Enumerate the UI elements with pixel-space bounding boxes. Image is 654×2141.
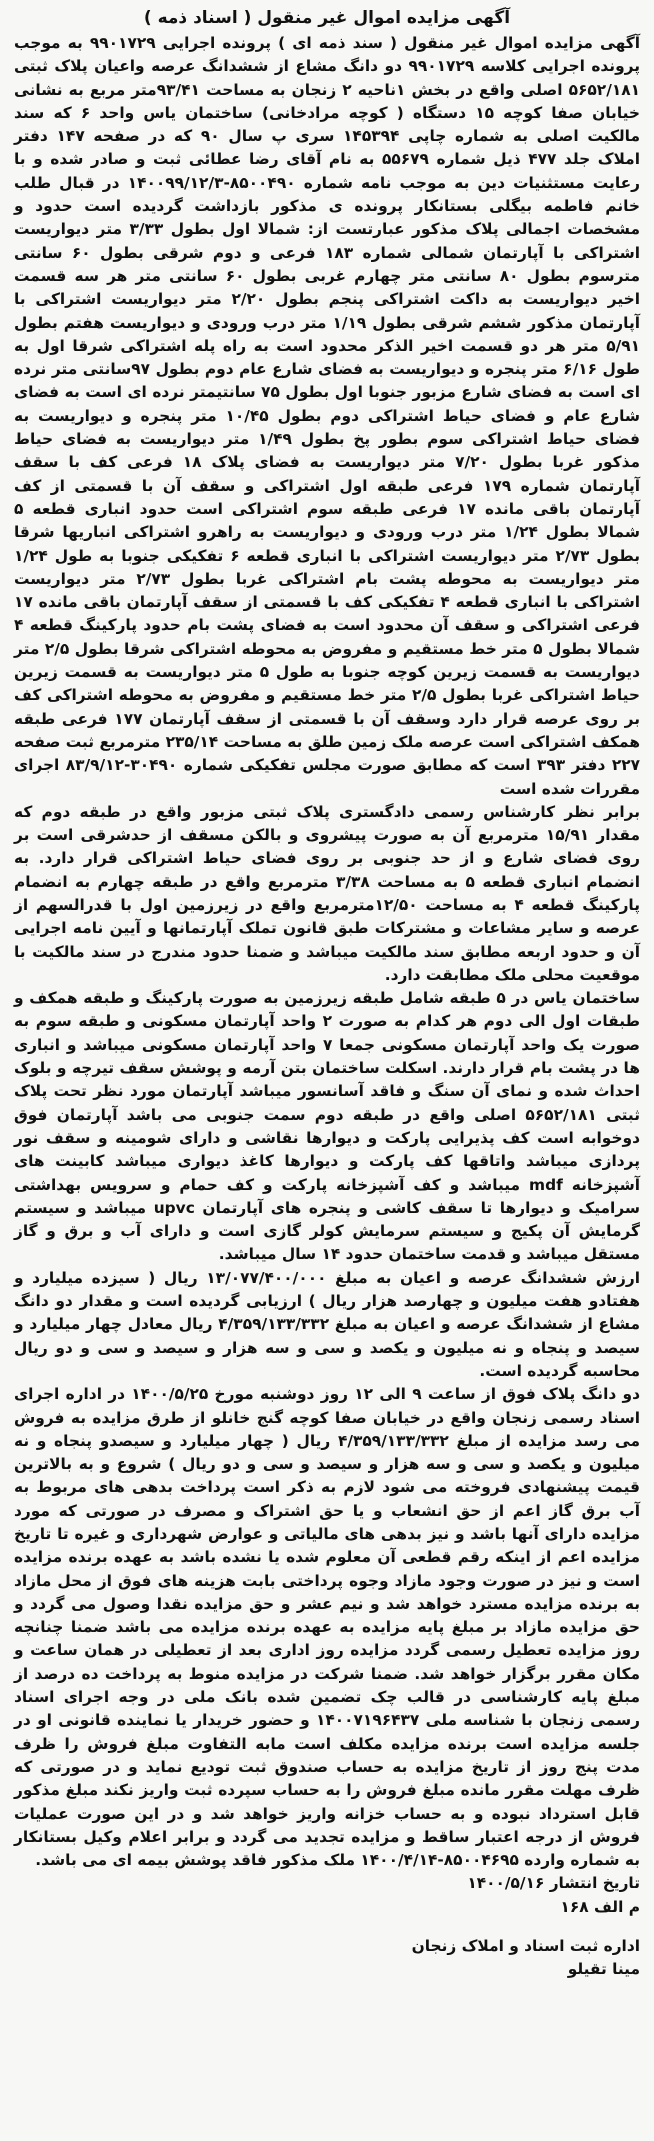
- issuing-office: اداره ثبت اسناد و املاک زنجان: [411, 1937, 640, 1956]
- notice-title: آگهی مزایده اموال غیر منقول ( اسناد ذمه ): [143, 8, 511, 28]
- paragraph-building-description: ساختمان یاس در ۵ طبقه شامل طبقه زیرزمین به صورت پارکینگ و طبقه همکف و طبقات اول الی دوم هر کدام به صورت ۲ واحد آپارتمان مسکونی و طبقه سوم به صورت یک واحد آپارتمان مسکونی جمعا ۷ واحد آپارتمان مسکونی میباشد و انباری ها در پشت بام قرار دارند. اسکلت ساختمان بتن آرمه و پوشش سقف تیرچه و بلوک احداث شده و نمای آن سنگ و فاقد آسانسور میباشد آپارتمان مورد نظر تحت پلاک ثبتی ۵۶۵۲/۱۸۱ اصلی واقع در طبقه دوم سمت جنوبی می باشد آپارتمان فوق دوخوابه است کف پذیرایی پارکت و دیوارها نقاشی و دارای شومینه و سقف نور پردازی میباشد واتاقها کف پارکت و دیوارها کاغذ دیواری میباشد کابینت های آشپزخانه mdf میباشد و کف آشپزخانه پارکت و کف حمام و سرویس بهداشتی سرامیک و دیوارها تا سقف کاشی و پنجره های آپارتمان upvc میباشد و سیستم گرمایش آن پکیج و سیستم سرمایش کولر گازی است و دارای آب و برق و گاز مستقل میباشد و قدمت ساختمان حدود ۱۴ سال میباشد.: [14, 989, 640, 1264]
- paragraph-property-description: آگهی مزایده اموال غیر منقول ( سند ذمه ای ) پرونده اجرایی ۹۹۰۱۷۲۹ به موجب پرونده اجرایی کلاسه ۹۹۰۱۷۲۹ دو دانگ مشاع از ششدانگ عرصه واعیان پلاک ثبتی ۵۶۵۲/۱۸۱ اصلی واقع در بخش ۱ناحیه ۲ زنجان به مساحت ۹۳/۴۱متر مربع به نشانی خیابان صفا کوچه ۱۵ دستگاه ( کوچه مرادخانی) ساختمان یاس واحد ۶ که سند مالکیت اصلی به شماره چاپی ۱۴۵۳۹۴ سری پ سال ۹۰ که در صفحه ۱۴۷ دفتر املاک جلد ۴۷۷ ذیل شماره ۵۵۶۷۹ به نام آقای رضا عطائی ثبت و صادر شده و با رعایت مستثنیات دین به موجب نامه شماره ۸۵۰۰۴۹۰-۱۴۰۰۹۹/۱۲/۳ در قبال طلب خانم فاطمه بیگلی بستانکار پرونده ی مذکور بازداشت گردیده است حدود و مشخصات اجمالی پلاک مذکور عبارتست از: شمالا اول بطول ۳/۳۳ متر دیواریست اشتراکی با آپارتمان شمالی شماره ۱۸۳ فرعی و دوم شرقی بطول ۶۰ سانتی مترسوم بطول ۸۰ سانتی متر چهارم غربی بطول ۶۰ سانتی متر هر سه قسمت اخیر دیواریست به داکت اشتراکی پنجم بطول ۲/۲۰ متر دیواریست اشتراکی با آپارتمان مذکور ششم شرقی بطول ۱/۱۹ متر درب ورودی و دیواریست هفتم بطول ۵/۹۱ متر هر دو قسمت اخیر الذکر محدود است به راه پله اشتراکی شرقا اول به طول ۶/۱۶ متر پنجره و دیواریست به فضای شارع عام دوم بطول ۹۷سانتی متر نرده ای است به فضای شارع مزبور جنوبا اول بطول ۷۵ سانتیمتر نرده ای است به فضای شارع عام و فضای حیاط اشتراکی دوم بطول ۱۰/۴۵ متر پنجره و دیواریست به فضای حیاط اشتراکی سوم بطور پخ بطول ۱/۴۹ متر دیواریست به فضای حیاط مذکور غربا بطول ۷/۲۰ متر دیواریست به فضای پلاک ۱۸ فرعی کف با سقف آپارتمان شماره ۱۷۹ فرعی طبقه اول اشتراکی و سقف آن با قسمتی از کف آپارتمان باقی مانده ۱۷ فرعی طبقه سوم اشتراکی است حدود انباری قطعه ۵ شمالا بطول ۱/۲۴ متر درب ورودی و دیواریست به راهرو اشتراکی انباریها شرقا بطول ۲/۷۳ متر دیواریست اشتراکی با انباری قطعه ۶ تفکیکی جنوبا به طول ۱/۲۴ متر دیواریست به محوطه پشت بام اشتراکی غربا بطول ۲/۷۳ متر دیواریست اشتراکی با انباری قطعه ۴ تفکیکی کف با قسمتی از سقف آپارتمان باقی مانده ۱۷ فرعی اشتراکی و سقف آن محدود است به فضای پشت بام حدود پارکینگ قطعه ۴ شمالا بطول ۵ متر خط مستقیم و مفروض به محوطه اشتراکی شرقا بطول ۲/۵ متر دیواریست به قسمت زیرین کوچه جنوبا به طول ۵ متر دیواریست به قسمت زیرین حیاط اشتراکی غربا بطول ۲/۵ متر خط مستقیم و مفروض به محوطه اشتراکی کف بر روی عرصه قرار دارد وسقف آن با قسمتی از سقف آپارتمان ۱۷۷ فرعی طبقه همکف اشتراکی است عرصه ملک زمین طلق به مساحت ۲۳۵/۱۴ مترمربع ثبت صفحه ۲۲۷ دفتر ۳۹۳ است که مطابق صورت مجلس تفکیکی شماره ۳۰۴۹۰-۸۳/۹/۱۲ اجرای مقررات شده است: [14, 34, 641, 798]
- paragraph-valuation: ارزش ششدانگ عرصه و اعیان به مبلغ ۱۳/۰۷۷/۴۰۰/۰۰۰ ریال ( سیزده میلیارد و هفتادو هفت میلیون و چهارصد هزار ریال ) ارزیابی گردیده است و مقدار دو دانگ مشاع از ششدانگ عرصه و اعیان به مبلغ ۴/۳۵۹/۱۳۳/۳۳۲ ریال معادل چهار میلیارد و سیصد و پنجاه و نه میلیون و یکصد و سی و سه هزار و سیصد و سی و دو ریال محاسبه گردیده است.: [14, 1268, 640, 1380]
- paragraph-auction-terms: دو دانگ پلاک فوق از ساعت ۹ الی ۱۲ روز دوشنبه مورخ ۱۴۰۰/۵/۲۵ در اداره اجرای اسناد رسمی زنجان واقع در خیابان صفا کوچه گنج خانلو از طرق مزایده به فروش می رسد مزایده از مبلغ ۴/۳۵۹/۱۳۳/۳۳۲ ریال ( چهار میلیارد و سیصدو پنجاه و نه میلیون و یکصد و سی و سه هزار و سیصد و سی و دو ریال ) شروع و به بالاترین قیمت پیشنهادی فروخته می شود لازم به ذکر است پرداخت بدهی های مربوط به آب برق گاز اعم از حق انشعاب و یا حق اشتراک و مصرف در صورتی که مورد مزایده دارای آنها باشد و نیز بدهی های مالیاتی و عوارض شهرداری و غیره تا تاریخ مزایده اعم از اینکه رقم قطعی آن معلوم شده یا نشده باشد به عهده برنده مزایده است و نیز در صورت وجود مازاد وجوه پرداختی بابت هزینه های فوق از محل مازاد به برنده مزایده مسترد خواهد شد و نیم عشر و حق مزایده نقدا وصول می گردد و حق مزایده مازاد بر مبلغ پایه مزایده به عهده برنده مزایده می باشد ضمنا چنانچه روز مزایده تعطیل رسمی گردد مزایده روز اداری بعد از تعطیلی در همان ساعت و مکان مقرر برگزار خواهد شد. ضمنا شرکت در مزایده منوط به پرداخت ده درصد از مبلغ پایه کارشناسی در قالب چک تضمین شده بانک ملی در وجه اجرای اسناد رسمی زنجان با شناسه ملی ۱۴۰۰۷۱۹۶۴۳۷ و حضور خریدار یا نماینده قانونی او در جلسه مزایده است برنده مزایده مکلف است مابه التفاوت مبلغ فروش را ظرف مدت پنج روز از تاریخ مزایده به حساب صندوق ثبت تودیع نماید و در صورتی که ظرف مهلت مقرر مانده مبلغ فروش را به حساب سپرده ثبت واریز نکند مبلغ مذکور قابل استرداد نبوده و به حساب خزانه واریز خواهد شد و در این صورت عملیات فروش از درجه اعتبار ساقط و مزایده تجدید می گردد و برابر اعلام وکیل بستانکار به شماره وارده ۸۵۰۰۴۶۹۵-۱۴۰۰/۴/۱۴ ملک مذکور فاقد پوشش بیمه ای می باشد.: [14, 1385, 641, 1870]
- notice-code: م الف ۱۶۸: [560, 1897, 640, 1916]
- spacer: [14, 1919, 640, 1935]
- paragraph-expert-opinion: برابر نظر کارشناس رسمی دادگستری پلاک ثبتی مزبور واقع در طبقه دوم که مقدار ۱۵/۹۱ مترمربع آن به صورت پیشروی و بالکن مسقف از حدشرقی است بر روی فضای شارع و از حد جنوبی بر روی فضای حیاط اشتراکی قرار دارد. به انضمام انباری قطعه ۵ به مساحت ۳/۳۸ مترمربع واقع در طبقه چهارم به انضمام پارکینگ قطعه ۴ به مساحت ۱۲/۵۰مترمربع واقع در زیرزمین اول با قدرالسهم از عرصه و سایر مشاعات و مشترکات طبق قانون تملک آپارتمانها و آیین نامه اجرایی آن و حدود اربعه مطابق سند مالکیت میباشد و ضمنا حدود مندرج در سند مالکیت با موقعیت محلی ملک مطابقت دارد.: [14, 802, 640, 984]
- publish-date: تاریخ انتشار ۱۴۰۰/۵/۱۶: [467, 1874, 640, 1893]
- signatory-name: مینا تقیلو: [567, 1960, 640, 1979]
